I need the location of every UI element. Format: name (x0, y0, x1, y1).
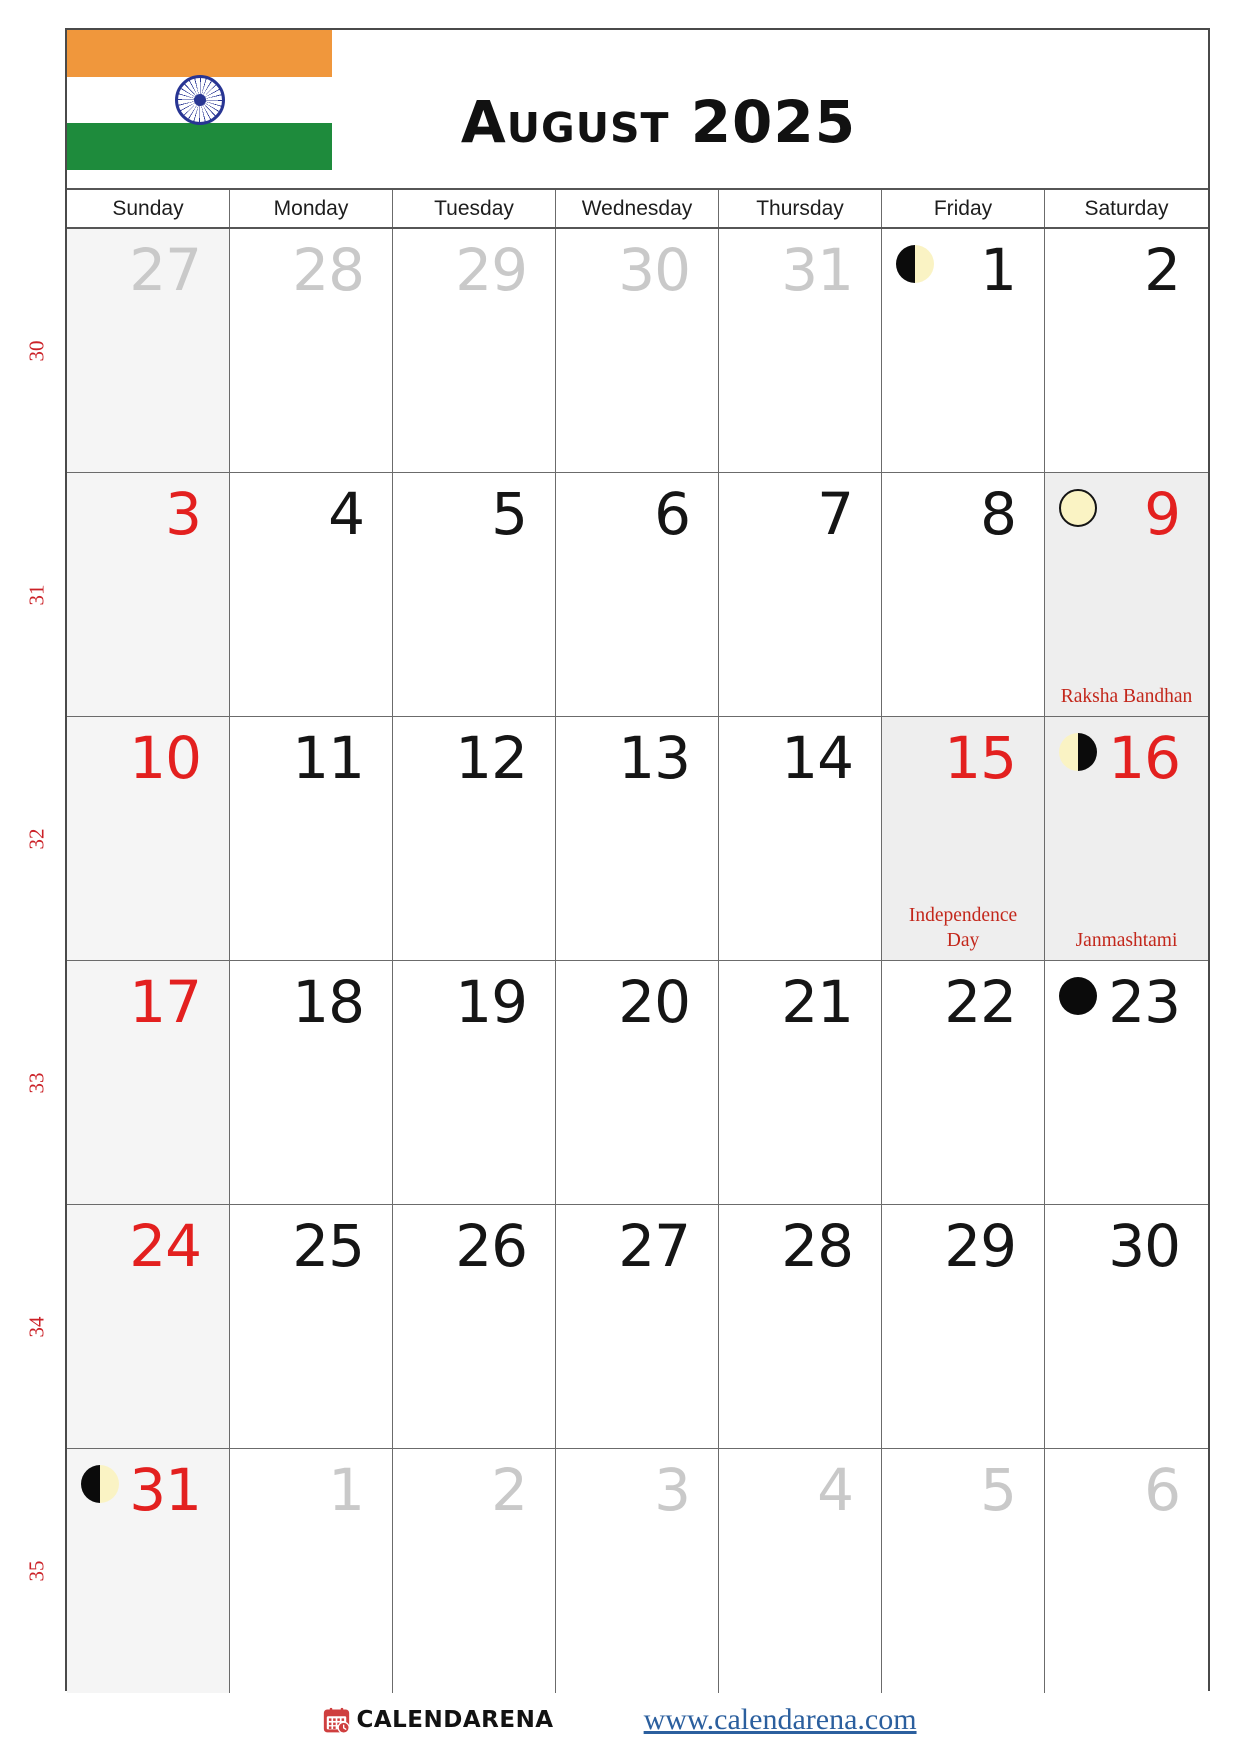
day-cell (1045, 961, 1208, 1204)
day-number: 31 (129, 1456, 201, 1524)
day-number: 28 (292, 236, 364, 304)
weekday-header-friday: Friday (882, 190, 1045, 227)
flag-saffron-stripe (67, 30, 332, 77)
day-number: 31 (781, 236, 853, 304)
day-number: 16 (1108, 724, 1180, 792)
day-cell (719, 1449, 882, 1693)
day-number: 6 (654, 480, 690, 548)
week-row (24, 961, 1208, 1205)
day-number: 28 (781, 1212, 853, 1280)
day-number: 9 (1144, 480, 1180, 548)
week-number-label: 33 (24, 1072, 49, 1093)
day-number: 2 (491, 1456, 527, 1524)
day-number: 24 (129, 1212, 201, 1280)
weekday-header-monday: Monday (230, 190, 393, 227)
week-row (24, 1449, 1208, 1693)
day-number: 17 (129, 968, 201, 1036)
day-cell (1045, 1205, 1208, 1448)
day-cell (393, 1449, 556, 1693)
day-number: 1 (980, 236, 1016, 304)
day-number: 15 (944, 724, 1016, 792)
day-cell (230, 717, 393, 960)
weekday-header-sunday: Sunday (67, 190, 230, 227)
brand-name: CALENDARENA (356, 1707, 554, 1733)
day-number: 8 (980, 480, 1016, 548)
weekday-header-thursday: Thursday (719, 190, 882, 227)
brand-logo (323, 1707, 553, 1734)
day-number: 22 (944, 968, 1016, 1036)
day-number: 2 (1144, 236, 1180, 304)
day-cell (556, 1449, 719, 1693)
week-row (24, 473, 1208, 717)
day-cell (230, 1205, 393, 1448)
day-cell (882, 1205, 1045, 1448)
day-cell (67, 1449, 230, 1693)
calendar-header (67, 30, 1208, 190)
week-number-label: 30 (24, 340, 49, 361)
weekday-header-saturday: Saturday (1084, 196, 1169, 220)
day-number: 4 (817, 1456, 853, 1524)
day-number: 3 (165, 480, 201, 548)
day-number: 14 (781, 724, 853, 792)
day-number: 13 (618, 724, 690, 792)
day-number: 30 (618, 236, 690, 304)
week-number-label: 32 (24, 828, 49, 849)
week-number-label: 31 (24, 584, 49, 605)
day-cell (882, 229, 1045, 472)
week-row (24, 1205, 1208, 1449)
day-number: 27 (129, 236, 201, 304)
day-number: 29 (455, 236, 527, 304)
day-cell (230, 473, 393, 716)
day-cell (556, 229, 719, 472)
full-moon-icon (1059, 489, 1097, 527)
day-cell (1045, 717, 1208, 960)
holiday-label: Raksha Bandhan (1060, 685, 1193, 707)
day-cell (67, 1205, 230, 1448)
day-cell (719, 473, 882, 716)
day-cell (719, 229, 882, 472)
day-cell (67, 961, 230, 1204)
day-number: 4 (328, 480, 364, 548)
day-number: 12 (455, 724, 527, 792)
day-number: 6 (1144, 1456, 1180, 1524)
day-cell (556, 717, 719, 960)
holiday-label: Janmashtami (1075, 929, 1178, 951)
day-number: 1 (328, 1456, 364, 1524)
day-number: 11 (292, 724, 364, 792)
day-cell (556, 473, 719, 716)
day-cell (719, 1205, 882, 1448)
day-cell (882, 961, 1045, 1204)
week-number-label: 35 (24, 1560, 49, 1582)
day-number: 30 (1108, 1212, 1180, 1280)
day-cell (67, 717, 230, 960)
footer (0, 1700, 1240, 1740)
day-cell (393, 717, 556, 960)
day-cell (1045, 473, 1208, 716)
calendar-icon (323, 1707, 350, 1734)
calendar (24, 28, 1210, 1691)
calendar-weeks (24, 229, 1208, 1693)
website-link[interactable]: www.calendarena.com (643, 1703, 917, 1736)
week-number-label: 34 (24, 1316, 49, 1337)
day-cell (67, 473, 230, 716)
day-number: 7 (817, 480, 853, 548)
day-cell (393, 473, 556, 716)
day-cell (882, 717, 1045, 960)
week-row (24, 717, 1208, 961)
day-number: 23 (1108, 968, 1180, 1036)
day-cell (230, 961, 393, 1204)
day-number: 18 (292, 968, 364, 1036)
day-number: 27 (618, 1212, 690, 1280)
month-title: August 2025 (460, 88, 857, 156)
first-quarter-moon-icon (896, 245, 934, 283)
day-number: 21 (781, 968, 853, 1036)
week-row (24, 229, 1208, 473)
day-cell (719, 717, 882, 960)
day-number: 3 (654, 1456, 690, 1524)
holiday-label: Independence Day (908, 905, 1018, 951)
day-cell (719, 961, 882, 1204)
first-quarter-moon-icon (81, 1465, 119, 1503)
day-number: 10 (129, 724, 201, 792)
day-cell (393, 1205, 556, 1448)
day-cell (393, 961, 556, 1204)
day-cell (67, 229, 230, 472)
day-cell (230, 1449, 393, 1693)
last-quarter-moon-icon (1059, 733, 1097, 771)
day-number: 25 (292, 1212, 364, 1280)
day-cell (882, 1449, 1045, 1693)
day-number: 29 (944, 1212, 1016, 1280)
day-number: 20 (618, 968, 690, 1036)
day-cell (556, 1205, 719, 1448)
day-cell (882, 473, 1045, 716)
day-number: 5 (980, 1456, 1016, 1524)
day-number: 5 (491, 480, 527, 548)
day-cell (393, 229, 556, 472)
weekday-header-tuesday: Tuesday (393, 190, 556, 227)
day-cell (556, 961, 719, 1204)
weekday-header-wednesday: Wednesday (556, 190, 719, 227)
day-cell (230, 229, 393, 472)
day-cell (1045, 229, 1208, 472)
new-moon-icon (1059, 977, 1097, 1015)
day-cell (1045, 1449, 1208, 1693)
day-number: 19 (455, 968, 527, 1036)
day-number: 26 (455, 1212, 527, 1280)
weekday-header-row (67, 190, 1208, 229)
